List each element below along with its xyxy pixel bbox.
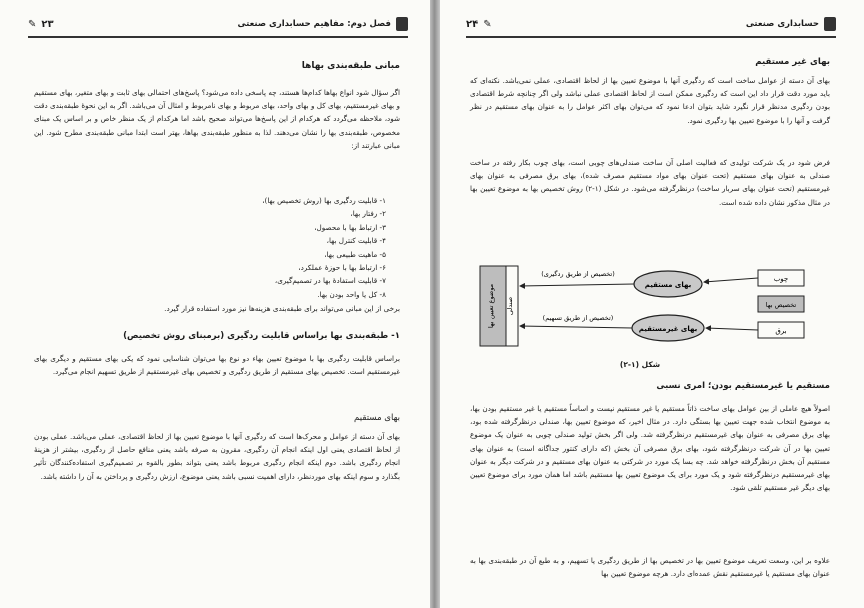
source-electricity-label: برق: [775, 327, 787, 335]
indirect-cost-label: بهای غیرمستقیم: [638, 325, 698, 333]
book-title: [746, 17, 836, 31]
direct-cost-heading: بهای مستقیم: [354, 413, 400, 423]
direct-cost-label: بهای مستقیم: [644, 281, 692, 289]
allocation-label: (تخصیص از طریق تسهیم): [542, 314, 614, 322]
list-item: ۸- کل یا واحد بودن بها.: [317, 289, 386, 299]
chapter-label: فصل دوم: مفاهیم حسابداری صنعتی: [237, 19, 391, 29]
indirect-cost-text: بهای آن دسته از عوامل ساخت است که ردگیری آنها با موضوع تعیین بها از لحاظ اقتصادی، عملی نمی‌باشد. نکته‌ای که باید مورد دقت قرار داد این است که ردگیری ممکن است از لحاظ اقتصادی عملی نباشد ولی اگر چنانچه شرط اقتصادی بودن ردگیری مدنظر قرار نگیرد شاید بتوان ادعا نمود که می‌توان بهای اکثر عوامل را به عنوان بهای مستقیم در نظر گرفت و آنها را با موضوع تعیین بها ردگیری نمود.: [470, 76, 830, 125]
scope-paragraph: [470, 554, 830, 580]
list-item: ۱- قابلیت ردگیری بها (روش تخصیص بها)،: [262, 196, 386, 205]
arrow-wood-to-direct: [704, 278, 758, 282]
example-paragraph: [470, 156, 830, 209]
arrow-direct-to-object: [520, 284, 634, 286]
cost-object-sub-label: صندلی: [506, 296, 514, 316]
page-number: [28, 19, 54, 30]
source-allocation-label: تخصیص بها: [765, 301, 797, 309]
section-text: براساس قابلیت ردگیری بها با موضوع تعیین بهاء دو نوع بها می‌توان شناسایی نمود که یکی بهای مستقیم و دیگری بهای غیرمستقیم است. تخصیص بهای مستقیم از طریق ردگیری و تخصیص بهای غیرمستقیم از طریق تسهیم انجام می‌گیرد.: [34, 354, 400, 377]
direct-cost-text: بهای آن دسته از عوامل و محرک‌ها است که ردگیری آنها با موضوع تعیین بها از لحاظ اقتصادی، عملی می‌باشد. عملی بودن از لحاظ اقتصادی یعنی اول اینکه انجام آن ردگیری، مقرون به صرفه باشد یعنی منافع حاصل از ردگیری، بیشتر از هزینهٔ انجام ردگیری باشد. دوم اینکه انجام ردگیری مربوط باشد یعنی بتواند بطور بالقوه بر تصمیم‌گیری استفاده‌کنندگان تأثیر بگذارد و سوم اینکه بهای موردنظر، دارای اهمیت نسبی باشد یعنی موضوع، ارزش ردگیری و پرداختن به آن را داشته باشد.: [34, 432, 400, 481]
after-list-text: برخی از این مبانی می‌تواند برای طبقه‌بندی هزینه‌ها نیز مورد استفاده قرار گیرد.: [164, 304, 400, 313]
section-paragraph: [34, 352, 400, 378]
cost-object-label: موضوع تعیین بها: [487, 283, 495, 329]
page-number: [466, 19, 492, 30]
list-item: ۴- قابلیت کنترل بها،: [326, 236, 386, 246]
book-spine: [430, 0, 440, 608]
relativity-heading: مستقیم یا غیرمستقیم بودن؛ امری نسبی: [656, 381, 830, 391]
page-number-value: ۲۳: [41, 18, 54, 30]
book-title-label: حسابداری صنعتی: [745, 19, 819, 29]
logo-mark-icon: ✎: [28, 18, 37, 30]
list-item: ۳- ارتباط بها با محصول،: [314, 222, 386, 232]
direct-cost-paragraph: [34, 430, 400, 483]
relativity-heading-block: [470, 380, 830, 393]
example-text: فرض شود در یک شرکت تولیدی که فعالیت اصلی آن ساخت صندلی‌های چوبی است، بهای چوب بکار رفته در ساخت صندلی به عنوان بهای مستقیم (تحت عنوان بهای مواد مستقیم مصرف شده)، بهای برق مصرفی به عنوان بهای غیرمستقیم (تحت عنوان بهای سربار ساخت) درنظرگرفته می‌شود. در شکل (۱-۲) روش تخصیص بها به موضوع تعیین بها در مثال مذکور نشان داده شده است.: [470, 158, 830, 207]
trace-label: (تخصیص از طریق ردگیری): [541, 270, 615, 278]
main-heading: مبانی طبقه‌بندی بهاها: [301, 61, 400, 71]
list-item: ۷- قابلیت استفادهٔ بها در تصمیم‌گیری،: [274, 276, 386, 286]
section-heading: ۱- طبقه‌بندی بها براساس قابلیت ردگیری (برمبنای روش تخصیص): [123, 331, 400, 341]
intro-text: اگر سؤال شود انواع بهاها کدام‌ها هستند، چه پاسخی داده می‌شود؟ پاسخ‌های احتمالی بهای ثابت و بهای متغیر، بهای مستقیم و بهای غیرمستقیم، بهای کل و بهای واحد، بهای مربوط و بهای نامربوط و امثال آن می‌باشد. اگر به این نحوهٔ طبقه‌بندی دقت شود، ملاحظه می‌گردد که هرکدام از این پاسخ‌ها می‌تواند صحیح باشد اما هرکدام از یک منظر خاص و بر اساس یک مبنای مخصوص، طبقه‌بندی بها را نشان می‌دهند. لذا به منظور طبقه‌بندی بهاها، بهتر است ابتدا مبانی طبقه‌بندی مطرح شود. این مبانی عبارتند از:: [34, 88, 400, 150]
page-number-value: ۲۴: [466, 18, 479, 30]
page-header: [28, 12, 408, 38]
list-item: ۵- ماهیت طبیعی بها،: [324, 249, 386, 259]
chapter-title: [238, 17, 408, 31]
cost-allocation-diagram: [478, 258, 818, 358]
bases-list-block: [34, 194, 400, 301]
list-item: ۲- رفتار بها،: [350, 209, 386, 219]
list-item: ۶- ارتباط بها با حوزهٔ عملکرد،: [298, 263, 386, 273]
logo-mark-icon: ✎: [483, 18, 492, 30]
indirect-cost-heading-block: [470, 56, 830, 69]
main-heading-block: [34, 60, 400, 73]
direct-cost-heading-block: [34, 412, 400, 425]
relativity-text: اصولاً هیچ عاملی از بین عوامل بهای ساخت ذاتاً مستقیم یا غیر مستقیم نیست و اساساً مستقیم یا غیر مستقیم بودن بها، به موضوع انتخاب شده جهت تعیین بها بستگی دارد. در مثال اخیر، که موضوع تعیین بها، صندلی درنظرگرفته شده بود، بهای برق مصرفی به عنوان بهای غیرمستقیم درنظرگرفته شد. ولی اگر بخش تولید صندلی چوبی به عنوان یک موضوع تعیین بها در آن شرکت درنظرگرفته شود، بهای برق مصرفی آن بخش (که دارای کنتور جداگانه است) به عنوان بهای مستقیم آن بخش درنظرگرفته خواهد شد. چه بسا یک مورد در شرکتی به عنوان بهای مستقیم و در شرکت دیگر به عنوان بهای غیرمستقیم درنظرگرفته شود و یک مورد برای یک موضوع تعیین بها مستقیم باشد اما همان مورد برای موضوع تعیین بهای دیگر غیر مستقیم تلقی شود.: [470, 404, 830, 493]
indirect-cost-heading: بهای غیر مستقیم: [755, 57, 830, 67]
scope-text: علاوه بر این، وسعت تعریف موضوع تعیین بها در تخصیص بها از طریق ردگیری یا تسهیم، و به طبع آن در طبقه‌بندی بها به عنوان بهای مستقیم یا غیرمستقیم نقش عمده‌ای دارد. هرچه موضوع تعیین بها: [470, 556, 830, 579]
bases-list: [34, 194, 400, 301]
left-page: [0, 0, 430, 608]
page-header: [466, 12, 836, 38]
figure-caption: شکل (۱-۲): [619, 360, 661, 369]
book-icon: [824, 17, 836, 31]
relativity-paragraph: [470, 402, 830, 494]
after-list-block: [34, 302, 400, 315]
book-icon: [396, 17, 408, 31]
arrow-electricity-to-indirect: [706, 328, 758, 330]
arrow-indirect-to-object: [520, 326, 632, 328]
indirect-cost-paragraph: [470, 74, 830, 127]
intro-paragraph: [34, 86, 400, 152]
section-heading-block: [34, 330, 400, 343]
source-wood-label: چوب: [773, 275, 789, 283]
